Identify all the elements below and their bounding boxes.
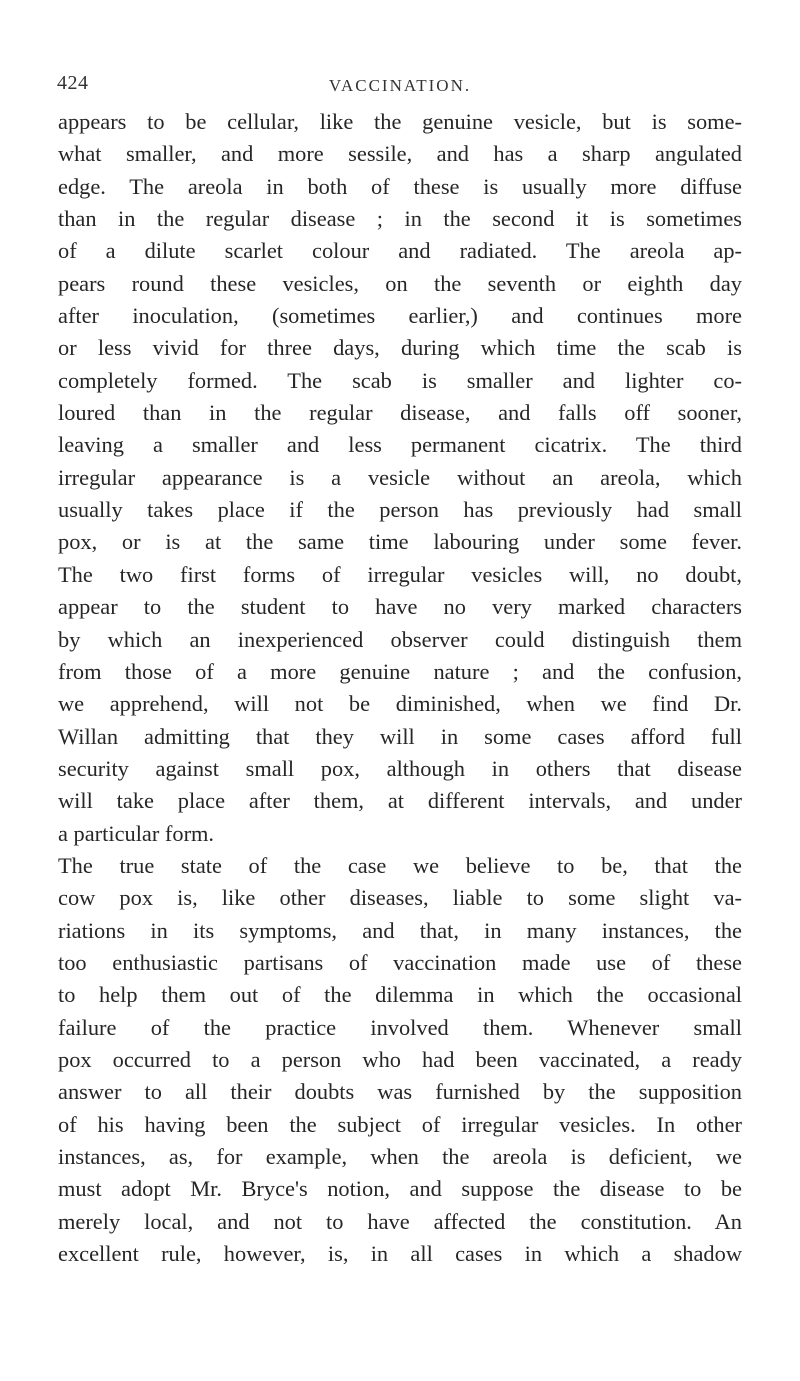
page-number: 424 xyxy=(57,72,89,94)
text-line: The true state of the case we believe to be, that the xyxy=(58,852,742,878)
text-line: appear to the student to have no very marked characters xyxy=(58,594,742,620)
text-line: must adopt Mr. Bryce's notion, and suppose the disease to be xyxy=(58,1176,742,1202)
text-line: appears to be cellular, like the genuine vesicle, but is some- xyxy=(58,109,742,134)
text-line: failure of the practice involved them. Whenever small xyxy=(58,1014,742,1040)
text-line: leaving a smaller and less permanent cicatrix. The third xyxy=(58,432,742,458)
text-line: what smaller, and more sessile, and has a sharp angulated xyxy=(58,141,742,167)
text-line: answer to all their doubts was furnished by the supposition xyxy=(58,1079,742,1105)
text-line: from those of a more genuine nature ; and the confusion, xyxy=(58,658,742,684)
text-line: edge. The areola in both of these is usually more diffuse xyxy=(58,173,742,199)
text-line: or less vivid for three days, during which time the scab is xyxy=(58,335,742,361)
body-text xyxy=(58,106,742,1270)
text-line: by which an inexperienced observer could distinguish them xyxy=(58,626,742,652)
text-line: to help them out of the dilemma in which the occasional xyxy=(58,982,742,1008)
text-line: of a dilute scarlet colour and radiated. The areola ap- xyxy=(58,238,742,264)
text-line: Willan admitting that they will in some cases afford full xyxy=(58,723,742,749)
text-line: pears round these vesicles, on the seventh or eighth day xyxy=(58,270,742,296)
text-line: will take place after them, at different intervals, and under xyxy=(58,788,742,814)
text-line: The two first forms of irregular vesicles will, no doubt, xyxy=(58,561,742,587)
text-line: pox occurred to a person who had been vaccinated, a ready xyxy=(58,1046,742,1072)
text-line: instances, as, for example, when the areola is deficient, we xyxy=(58,1144,742,1169)
text-line: excellent rule, however, is, in all cases in which a shadow xyxy=(58,1241,742,1267)
running-head: VACCINATION. xyxy=(328,76,472,95)
text-line: riations in its symptoms, and that, in many instances, the xyxy=(58,917,742,943)
text-line: than in the regular disease ; in the second it is sometimes xyxy=(58,206,742,232)
text-line: of his having been the subject of irregular vesicles. In other xyxy=(58,1111,742,1137)
text-line: loured than in the regular disease, and falls off sooner, xyxy=(58,400,742,426)
text-line: after inoculation, (sometimes earlier,) and continues more xyxy=(58,303,742,329)
text-line: pox, or is at the same time labouring under some fever. xyxy=(58,529,742,555)
text-line: usually takes place if the person has previously had small xyxy=(58,497,742,523)
text-line: merely local, and not to have affected the constitution. An xyxy=(58,1208,742,1234)
text-line: completely formed. The scab is smaller and lighter co- xyxy=(58,367,742,393)
text-line: we apprehend, will not be diminished, when we find Dr. xyxy=(58,691,742,717)
text-line: too enthusiastic partisans of vaccination made use of these xyxy=(58,949,742,975)
text-line: security against small pox, although in others that disease xyxy=(58,755,742,781)
text-line: cow pox is, like other diseases, liable to some slight va- xyxy=(58,885,742,911)
text-line: irregular appearance is a vesicle without an areola, which xyxy=(58,464,742,490)
text-line: a particular form. xyxy=(58,820,215,846)
